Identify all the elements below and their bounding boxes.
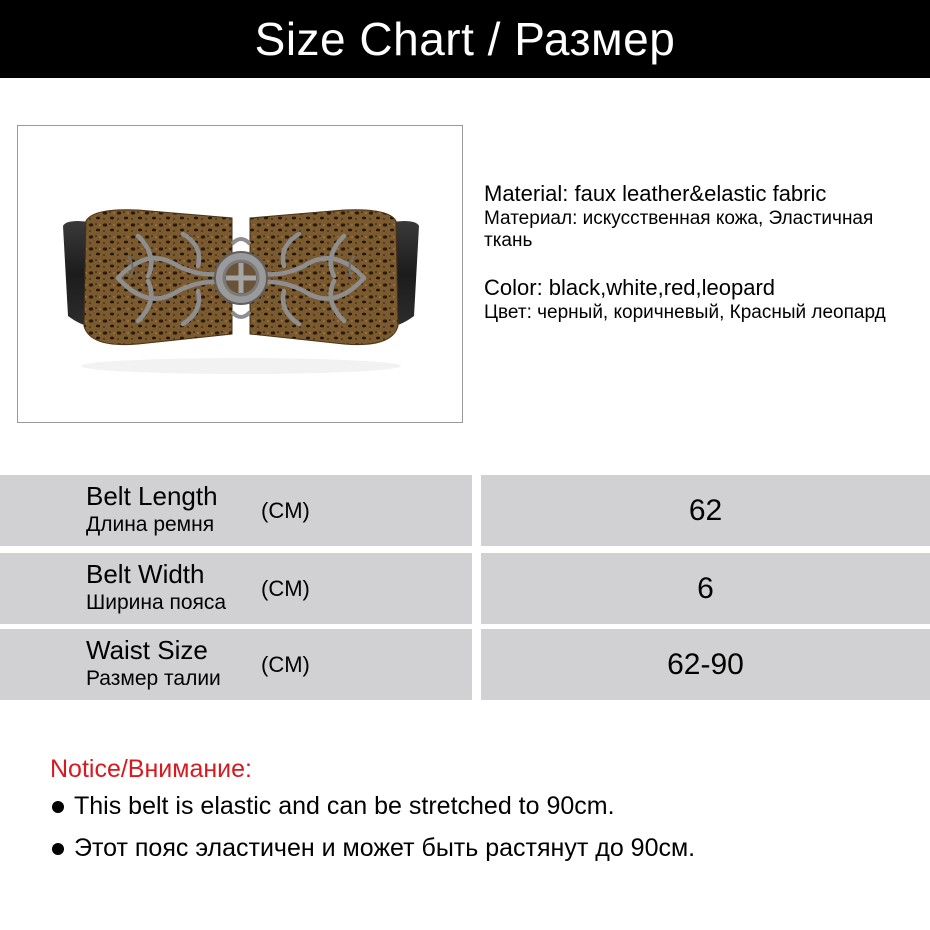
- row-unit: (CM): [261, 652, 310, 677]
- product-image: [17, 125, 463, 423]
- notice-text: This belt is elastic and can be stretched to 90cm.: [74, 792, 615, 820]
- row-label-ru: Размер талии: [86, 667, 221, 690]
- table-row: [0, 553, 930, 624]
- table-row: [0, 475, 930, 546]
- table-value-cell: 62-90: [481, 629, 930, 700]
- table-value-cell: 6: [481, 553, 930, 624]
- table-value-cell: 62: [481, 475, 930, 546]
- row-unit: (CM): [261, 498, 310, 523]
- table-label-cell: [0, 629, 472, 700]
- color-en: Color: black,white,red,leopard: [484, 275, 776, 300]
- notice-item: [52, 834, 695, 863]
- notice-title: Notice/Внимание:: [50, 755, 252, 783]
- table-row: [0, 629, 930, 700]
- notice-text: Этот пояс эластичен и может быть растянут до 90см.: [74, 834, 696, 862]
- product-specs: [484, 180, 924, 324]
- page-title: Size Chart / Размер: [0, 0, 930, 78]
- row-label-ru: Длина ремня: [86, 513, 215, 536]
- table-label-cell: [0, 475, 472, 546]
- row-label-en: Belt Width: [86, 559, 205, 589]
- notice-item: [52, 792, 615, 821]
- row-label-en: Waist Size: [86, 635, 208, 665]
- material-en: Material: faux leather&elastic fabric: [484, 181, 827, 206]
- row-label-ru: Ширина пояса: [86, 591, 227, 614]
- bullet-icon: [52, 843, 64, 855]
- row-label-en: Belt Length: [86, 481, 218, 511]
- row-unit: (CM): [261, 576, 310, 601]
- bullet-icon: [52, 801, 64, 813]
- material-ru: Материал: искусственная кожа, Эластичная ткань: [484, 208, 874, 251]
- table-label-cell: [0, 553, 472, 624]
- belt-illustration: [18, 126, 463, 423]
- color-ru: Цвет: черный, коричневый, Красный леопард: [484, 302, 886, 323]
